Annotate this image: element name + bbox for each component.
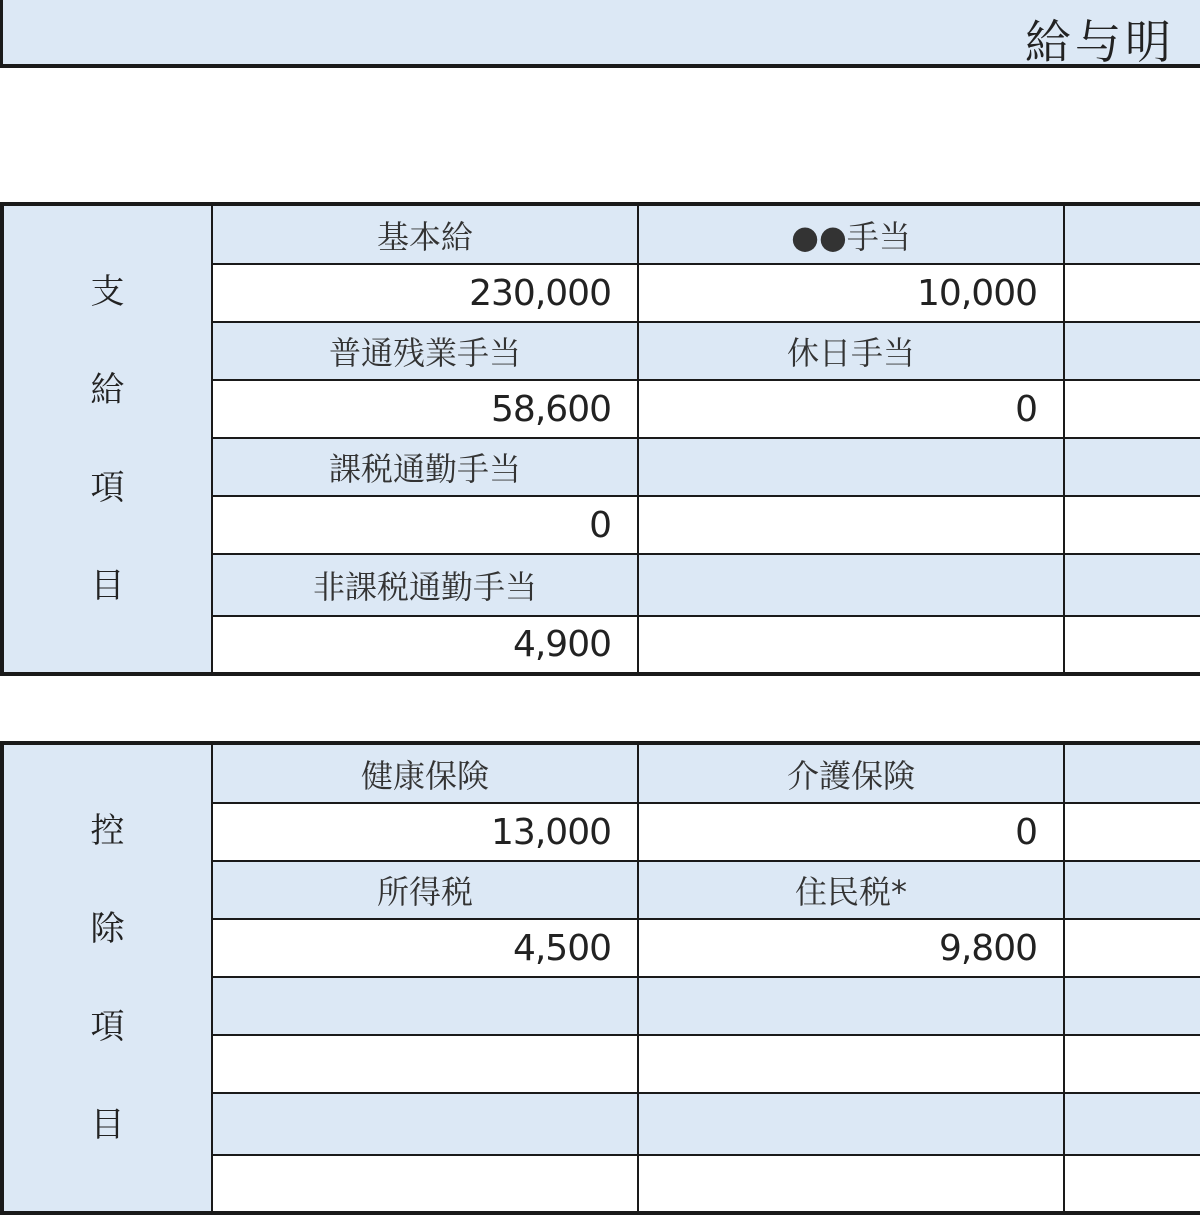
- item-label-cell: [1064, 743, 1200, 803]
- value-cell: [1064, 803, 1200, 861]
- value-basic-pay: 230,000: [212, 264, 638, 322]
- item-label-cell: [1064, 438, 1200, 496]
- item-label-cell: [1064, 1093, 1200, 1155]
- side-char: 目: [90, 1105, 125, 1145]
- value-cell: [638, 616, 1064, 674]
- value-resident-tax: 9,800: [638, 919, 1064, 977]
- value-allowance: 10,000: [638, 264, 1064, 322]
- item-label-basic-pay: 基本給: [212, 204, 638, 264]
- deductions-side-label: [2, 743, 212, 1213]
- value-cell: [638, 1035, 1064, 1093]
- item-label-cell: [1064, 322, 1200, 380]
- value-holiday: 0: [638, 380, 1064, 438]
- value-taxable-commute: 0: [212, 496, 638, 554]
- value-care-insurance: 0: [638, 803, 1064, 861]
- item-label-cell: [1064, 554, 1200, 616]
- side-char: 控: [90, 811, 125, 851]
- deductions-table: [0, 741, 1200, 1215]
- earnings-table: [0, 202, 1200, 676]
- item-label-cell: [1064, 861, 1200, 919]
- item-label-cell: [1064, 977, 1200, 1035]
- side-char: 項: [90, 468, 125, 508]
- value-cell: [1064, 496, 1200, 554]
- item-label-resident-tax: 住民税*: [638, 861, 1064, 919]
- item-label-cell: [638, 438, 1064, 496]
- deductions-section: [0, 741, 1200, 1215]
- side-char: 項: [90, 1007, 125, 1047]
- earnings-section: [0, 202, 1200, 676]
- item-label-cell: [212, 1093, 638, 1155]
- item-label-cell: [638, 554, 1064, 616]
- side-char: 給: [90, 370, 125, 410]
- item-label-holiday: 休日手当: [638, 322, 1064, 380]
- value-income-tax: 4,500: [212, 919, 638, 977]
- value-cell: [1064, 1035, 1200, 1093]
- item-label-cell: [638, 1093, 1064, 1155]
- item-label-allowance: ●●手当: [638, 204, 1064, 264]
- item-label-cell: [1064, 204, 1200, 264]
- title-bar: [0, 0, 1200, 68]
- item-label-care-insurance: 介護保険: [638, 743, 1064, 803]
- item-label-health-insurance: 健康保険: [212, 743, 638, 803]
- value-cell: [1064, 616, 1200, 674]
- side-char: 目: [90, 566, 125, 606]
- item-label-cell: [212, 977, 638, 1035]
- item-label-nontaxable-commute: 非課税通勤手当: [212, 554, 638, 616]
- side-char: 支: [90, 272, 125, 312]
- value-cell: [638, 1155, 1064, 1213]
- side-char: 除: [90, 909, 125, 949]
- value-cell: [212, 1035, 638, 1093]
- value-health-insurance: 13,000: [212, 803, 638, 861]
- earnings-side-label: [2, 204, 212, 674]
- value-cell: [1064, 919, 1200, 977]
- value-nontaxable-commute: 4,900: [212, 616, 638, 674]
- item-label-cell: [638, 977, 1064, 1035]
- value-cell: [1064, 380, 1200, 438]
- value-overtime: 58,600: [212, 380, 638, 438]
- value-cell: [638, 496, 1064, 554]
- item-label-overtime: 普通残業手当: [212, 322, 638, 380]
- value-cell: [1064, 1155, 1200, 1213]
- item-label-taxable-commute: 課税通勤手当: [212, 438, 638, 496]
- item-label-income-tax: 所得税: [212, 861, 638, 919]
- value-cell: [212, 1155, 638, 1213]
- page-title: 給与明: [1025, 15, 1175, 68]
- value-cell: [1064, 264, 1200, 322]
